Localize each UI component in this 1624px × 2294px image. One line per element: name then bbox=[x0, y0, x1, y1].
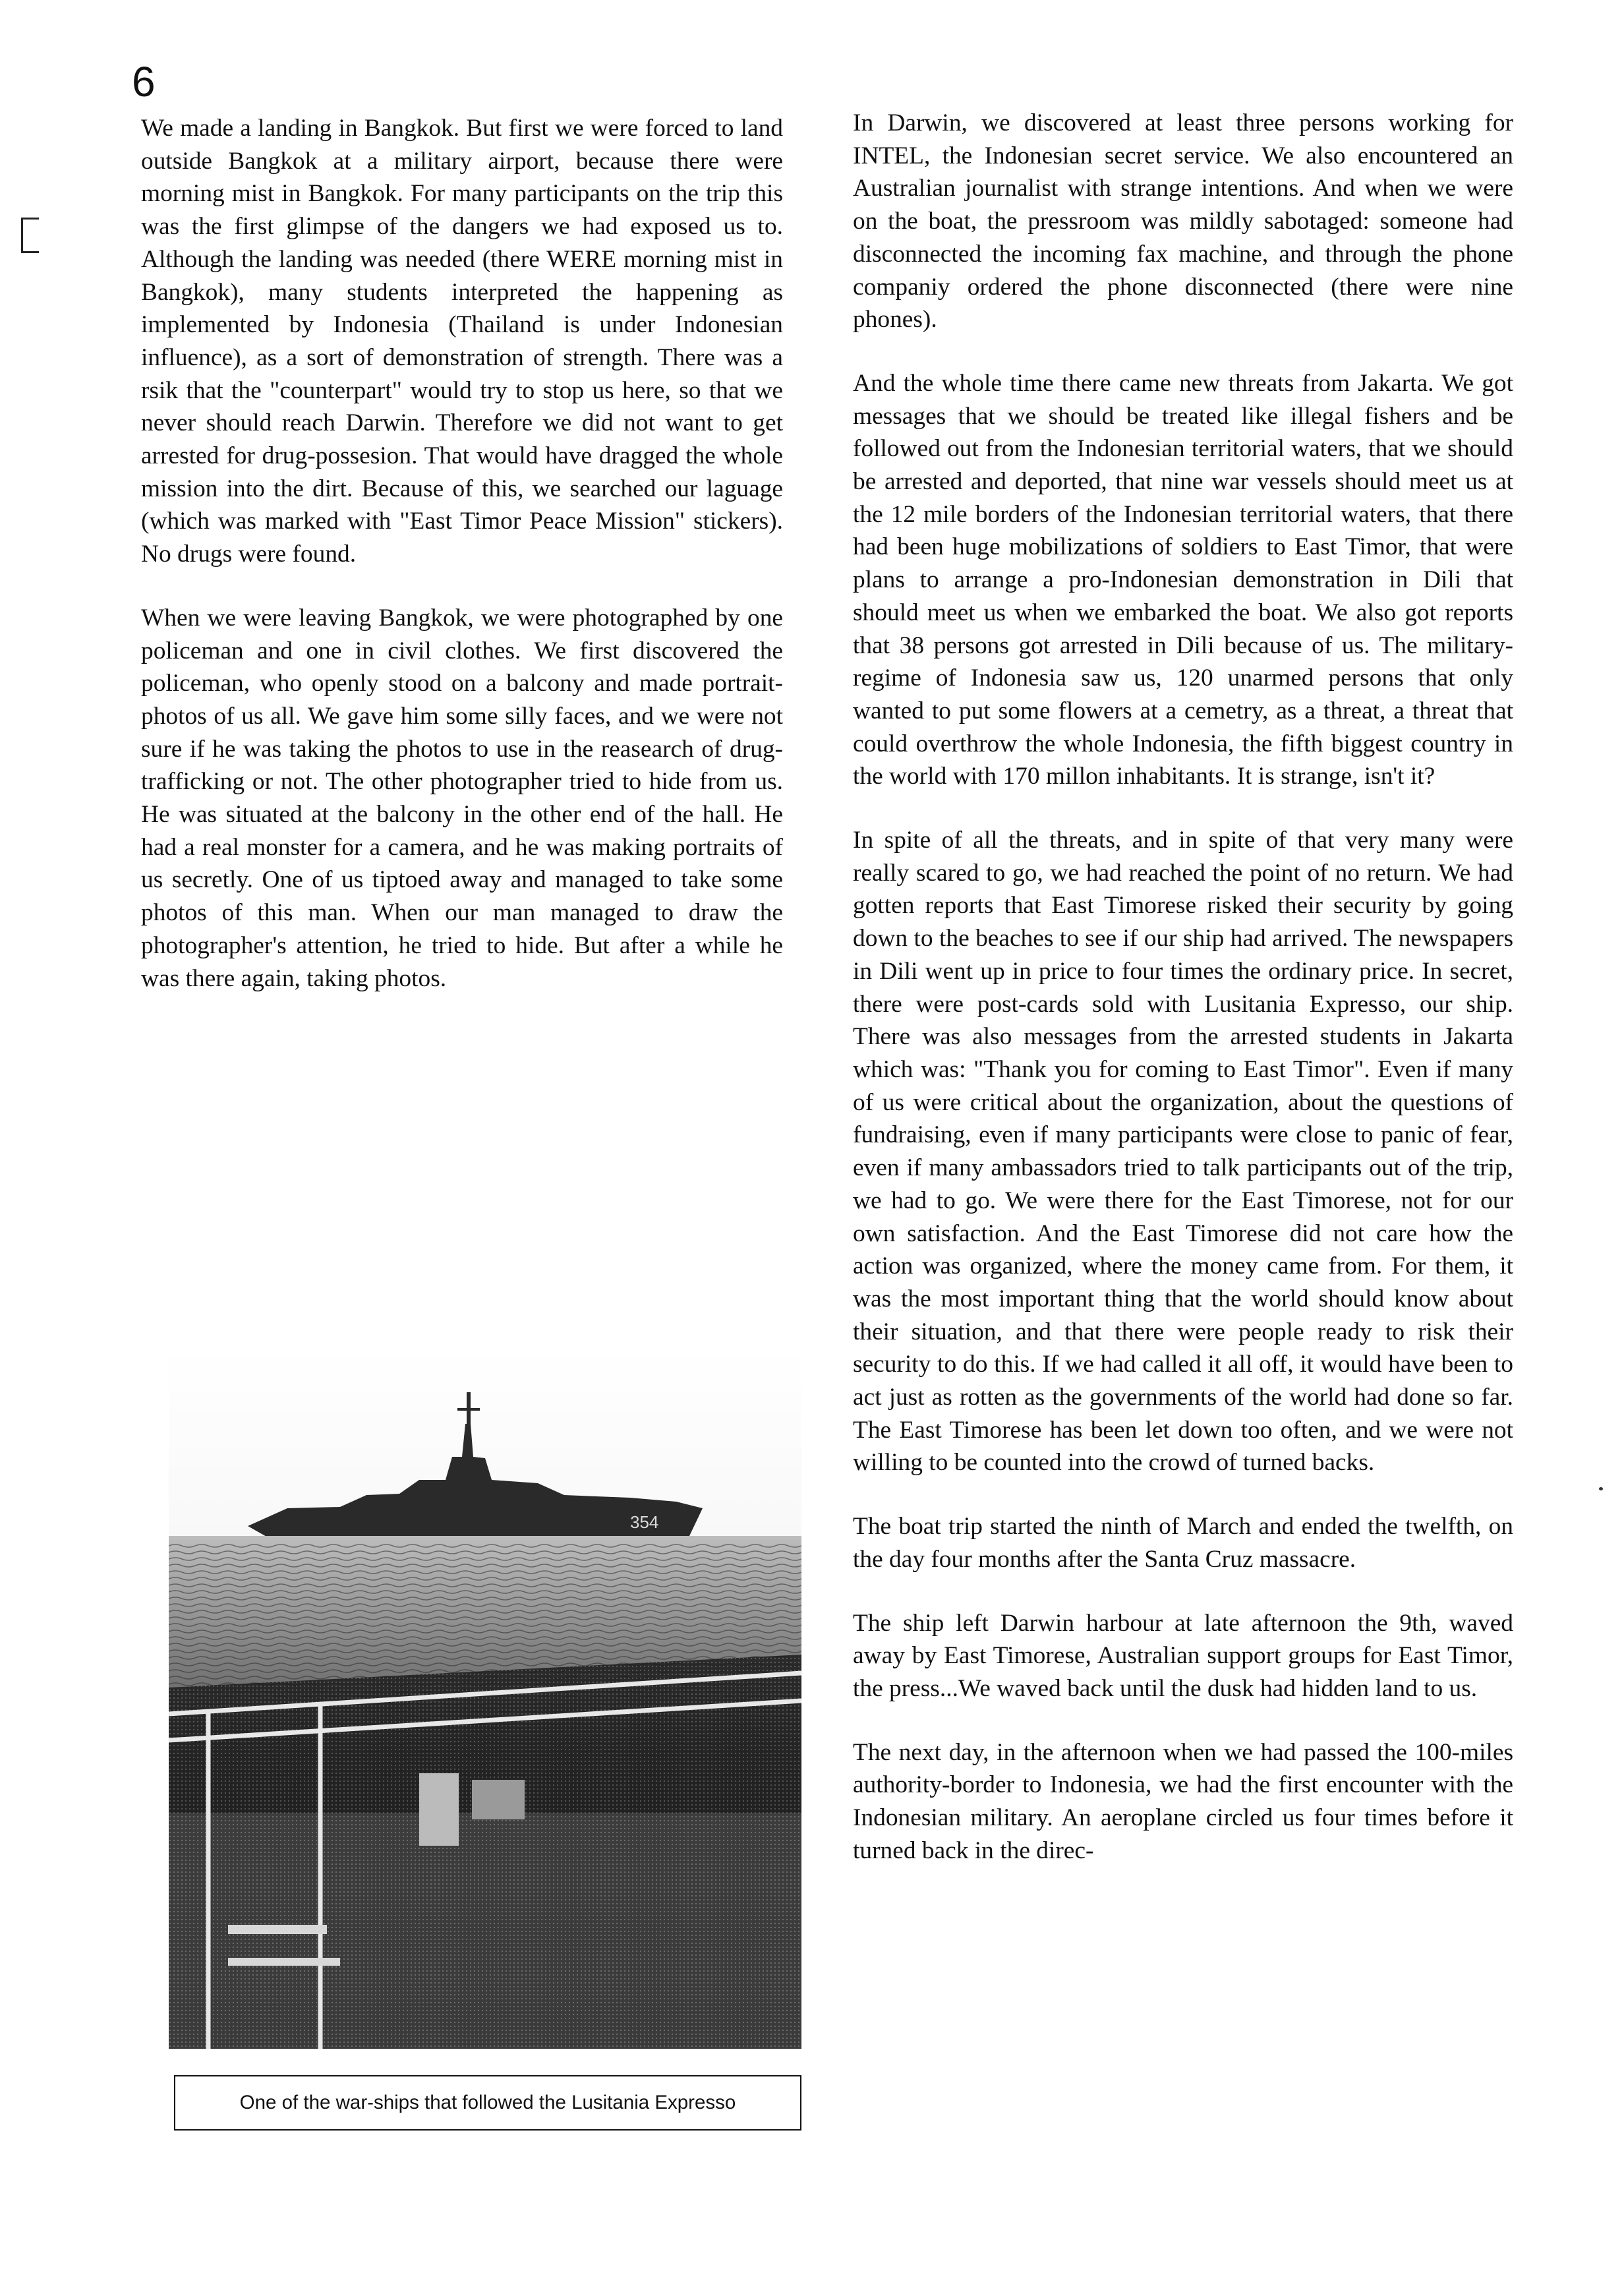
paragraph: In Darwin, we discovered at least three persons working for INTEL, the Indonesian secret service. We also encountered an Australian journalist with strange intentions. And when we were on the boat, the pressroom was mildly sabotaged: someone had disconnected the incoming fax machine, and through the phone companiy ordered the phone disconnected (there were nine phones). bbox=[853, 109, 1513, 334]
paragraph: We made a landing in Bangkok. But first we were forced to land outside Bangkok at a military airport, because there were morning mist in Bangkok. For many participants on the trip this was the first glimpse of the dangers we had exposed us to. Although the landing was needed (there WERE morning mist in Bangkok), many students interpreted the happening as implemented by Indonesia (Thailand is under Indonesian influence), as a sort of demonstration of strength. There was a rsik that the "counterpart" would try to stop us here, so that we never should reach Darwin. Therefore we did not want to get arrested for drug-possesion. That would have dragged the whole mission into the dirt. Because of this, we searched our laguage (which was marked with "East Timor Peace Mission" stickers). No drugs were found. bbox=[141, 115, 783, 568]
paragraph: The ship left Darwin harbour at late afternoon the 9th, waved away by East Timorese, Australian support groups for East Timor, the press...We waved back until the dusk had hidden land to us. bbox=[853, 1609, 1513, 1702]
paragraph: And the whole time there came new threats from Jakarta. We got messages that we should be treated like illegal fishers and be followed out from the Indonesian territorial waters, that we should be arrested and deported, that nine war vessels should meet us at the 12 mile borders of the Indonesian territorial waters, that there had been huge mobilizations of soldiers to East Timor, that were plans to arrange a pro-Indonesian demonstration in Dili that should meet us when we embarked the boat. We also got reports that 38 persons got arrested in Dili because of us. The military-regime of Indonesia saw us, 120 unarmed persons that only wanted to put some flowers at a cemetry, as a threat, a threat that could overthrow the whole Indonesia, the fifth biggest country in the world with 170 millon inhabitants. It is strange, isn't it? bbox=[853, 369, 1513, 790]
left-text-column bbox=[141, 112, 783, 1026]
paragraph: The next day, in the afternoon when we had passed the 100-miles authority-border to Indonesia, we had the first encounter with the Indonesian military. An aeroplane circled us four times before it turned back in the direc- bbox=[853, 1738, 1513, 1864]
hull-number: 354 bbox=[630, 1512, 659, 1532]
photo-caption: One of the war-ships that followed the Lusitania Expresso bbox=[174, 2075, 801, 2131]
warship-photo bbox=[169, 1345, 801, 2049]
margin-bracket-mark bbox=[21, 218, 39, 253]
paragraph: When we were leaving Bangkok, we were photographed by one policeman and one in civil clothes. We first discovered the policeman, who openly stood on a balcony and made portrait-photos of us all. We gave him some silly faces, and we were not sure if he was taking the photos to use in the reasearch of drug-trafficking or not. The other photographer tried to hide from us. He was situated at the balcony in the other end of the hall. He had a real monster for a camera, and he was making portraits of us secretly. One of us tiptoed away and managed to take some photos of this man. When our man managed to draw the photographer's attention, he tried to hide. But after a while he was there again, taking photos. bbox=[141, 604, 783, 992]
stray-mark bbox=[1599, 1487, 1603, 1490]
paragraph: The boat trip started the ninth of March and ended the twelfth, on the day four months after the Santa Cruz massacre. bbox=[853, 1513, 1513, 1573]
paragraph: In spite of all the threats, and in spite of that very many were really scared to go, we had reached the point of no return. We had gotten reports that East Timorese risked their security by going down to the beaches to see if our ship had arrived. The newspapers in Dili went up in price to four times the ordinary price. In secret, there were post-cards sold with Lusitania Expresso, our ship. There was also messages from the arrested students in Jakarta which was: "Thank you for coming to East Timor". Even if many of us were critical about the organization, about the questions of fundraising, even if many participants were close to panic of fear, even if many ambassadors tried to talk participants out of the trip, we had to go. We were there for the East Timorese, not for our own satisfaction. And the East Timorese did not care how the action was organized, where the money came from. For them, it was the most important thing that the world should know about their situation, and that there were people ready to risk their security to do this. If we had called it all off, it would have been to act just as rotten as the governments of the world had done so far. The East Timorese has been let down too often, and we were not willing to be counted into the crowd of turned backs. bbox=[853, 827, 1513, 1477]
right-text-column bbox=[853, 107, 1513, 1898]
page-number: 6 bbox=[132, 58, 156, 105]
